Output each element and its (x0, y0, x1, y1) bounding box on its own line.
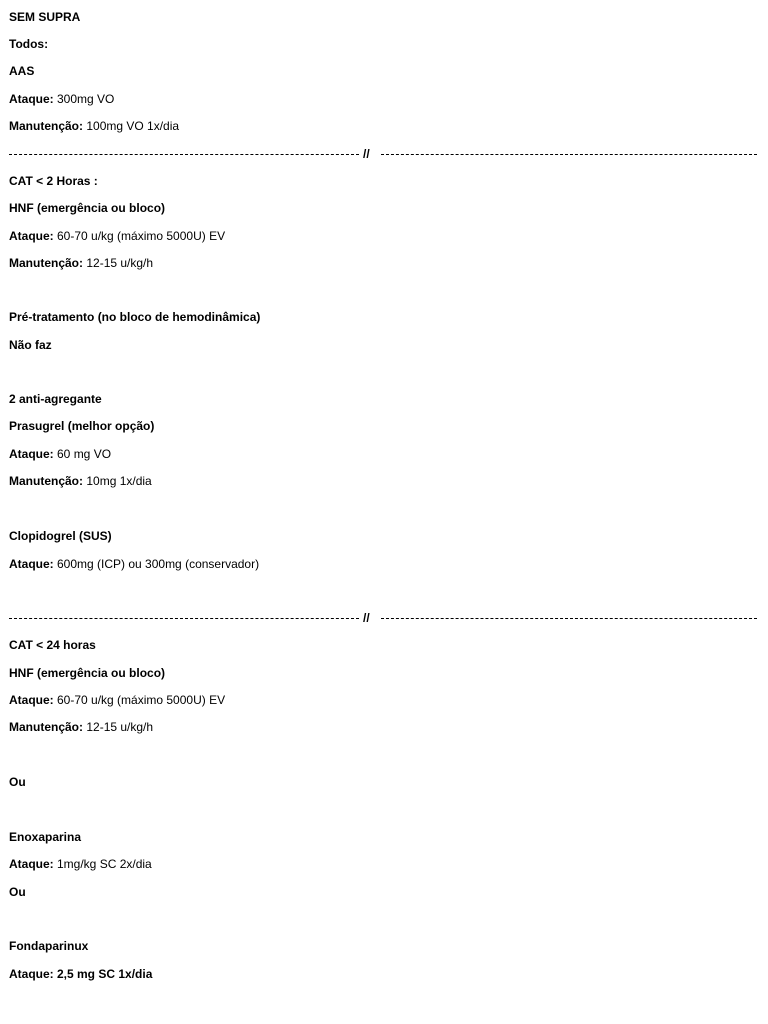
clopidogrel-ataque: Ataque: 600mg (ICP) ou 300mg (conservador) (9, 557, 260, 571)
aas-ataque: Ataque: 300mg VO (9, 92, 115, 106)
heading-anti-agregante: 2 anti-agregante (9, 392, 102, 406)
section-separator (9, 610, 757, 626)
drug-fondaparinux: Fondaparinux (9, 939, 89, 953)
heading-cat-2h: CAT < 2 Horas : (9, 174, 98, 188)
label-ou: Ou (9, 885, 26, 899)
heading-sem-supra: SEM SUPRA (9, 10, 81, 24)
separator-line-left (9, 618, 359, 619)
label-todos: Todos: (9, 37, 49, 51)
drug-prasugrel: Prasugrel (melhor opção) (9, 419, 155, 433)
heading-pre-tratamento: Pré-tratamento (no bloco de hemodinâmica) (9, 310, 261, 324)
separator-mark: // (363, 611, 370, 625)
section-separator (9, 146, 757, 162)
prasugrel-manutencao: Manutenção: 10mg 1x/dia (9, 474, 152, 488)
aas-manutencao: Manutenção: 100mg VO 1x/dia (9, 119, 180, 133)
hnf-ataque: Ataque: 60-70 u/kg (máximo 5000U) EV (9, 229, 226, 243)
fondaparinux-ataque: Ataque: 2,5 mg SC 1x/dia (9, 967, 153, 981)
separator-line-right (381, 154, 757, 155)
hnf-manutencao: Manutenção: 12-15 u/kg/h (9, 720, 154, 734)
drug-aas: AAS (9, 64, 35, 78)
drug-hnf: HNF (emergência ou bloco) (9, 666, 166, 680)
drug-clopidogrel: Clopidogrel (SUS) (9, 529, 112, 543)
drug-enoxaparina: Enoxaparina (9, 830, 82, 844)
heading-cat-24h: CAT < 24 horas (9, 638, 96, 652)
separator-line-right (381, 618, 757, 619)
hnf-ataque: Ataque: 60-70 u/kg (máximo 5000U) EV (9, 693, 226, 707)
separator-line-left (9, 154, 359, 155)
enoxaparina-ataque: Ataque: 1mg/kg SC 2x/dia (9, 857, 152, 871)
prasugrel-ataque: Ataque: 60 mg VO (9, 447, 112, 461)
label-nao-faz: Não faz (9, 338, 52, 352)
hnf-manutencao: Manutenção: 12-15 u/kg/h (9, 256, 154, 270)
drug-hnf: HNF (emergência ou bloco) (9, 201, 166, 215)
label-ou: Ou (9, 775, 26, 789)
separator-mark: // (363, 147, 370, 161)
